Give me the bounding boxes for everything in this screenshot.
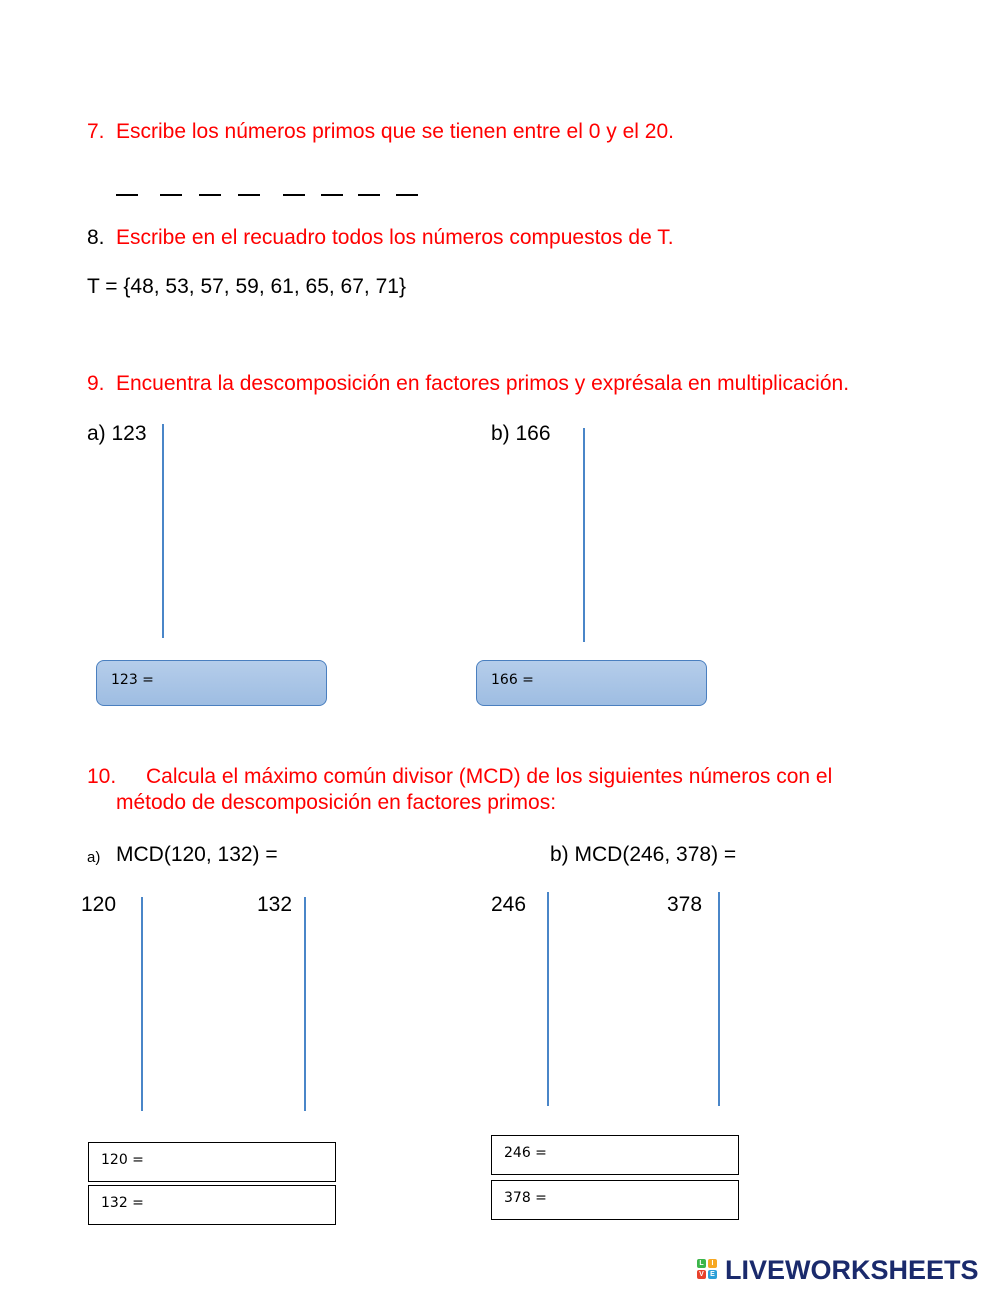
number-378: 378	[667, 893, 703, 916]
answer-blank[interactable]	[283, 194, 305, 196]
answer-blank[interactable]	[396, 194, 418, 196]
logo-square-l: L	[697, 1259, 706, 1268]
answer-blank[interactable]	[199, 194, 221, 196]
q10-line1: Calcula el máximo común divisor (MCD) de los siguientes números con el	[146, 765, 833, 788]
answer-box-378[interactable]	[491, 1180, 739, 1220]
answer-blank[interactable]	[160, 194, 182, 196]
answer-box-166[interactable]	[476, 660, 707, 706]
number-120: 120	[81, 893, 117, 916]
q8-set: T = {48, 53, 57, 59, 61, 65, 67, 71}	[87, 275, 406, 298]
q7-number: 7.	[87, 120, 105, 143]
answer-box-label: 378 =	[504, 1190, 547, 1206]
logo-square-i: I	[708, 1259, 717, 1268]
answer-box-123[interactable]	[96, 660, 327, 706]
answer-box-label: 120 =	[101, 1152, 144, 1168]
q9-a-label: a) 123	[87, 422, 147, 445]
q9-number: 9.	[87, 372, 105, 395]
factor-line	[583, 428, 585, 642]
q10-a-expr: MCD(120, 132) =	[116, 843, 278, 866]
logo-square-e: E	[708, 1270, 717, 1279]
answer-box-label: 132 =	[101, 1195, 144, 1211]
number-246: 246	[491, 893, 527, 916]
logo-text: LIVEWORKSHEETS	[725, 1255, 979, 1285]
q9-b-label: b) 166	[491, 422, 551, 445]
answer-blank[interactable]	[238, 194, 260, 196]
q7-text: Escribe los números primos que se tienen entre el 0 y el 20.	[116, 120, 674, 143]
number-132: 132	[257, 893, 293, 916]
q10-number: 10.	[87, 765, 117, 788]
factor-line	[304, 897, 306, 1111]
q8-number: 8.	[87, 226, 105, 249]
answer-blank[interactable]	[321, 194, 343, 196]
answer-box-label: 246 =	[504, 1145, 547, 1161]
factor-line	[141, 897, 143, 1111]
answer-box-120[interactable]	[88, 1142, 336, 1182]
answer-box-label: 123 =	[111, 672, 154, 688]
logo-square-v: V	[697, 1270, 706, 1279]
q9-text: Encuentra la descomposición en factores primos y exprésala en multiplicación.	[116, 372, 850, 395]
answer-blank[interactable]	[116, 194, 138, 196]
answer-box-132[interactable]	[88, 1185, 336, 1225]
answer-blank[interactable]	[358, 194, 380, 196]
answer-box-label: 166 =	[491, 672, 534, 688]
factor-line	[547, 892, 549, 1106]
factor-line	[162, 424, 164, 638]
factor-line	[718, 892, 720, 1106]
q10-b-expr: b) MCD(246, 378) =	[550, 843, 737, 866]
answer-box-246[interactable]	[491, 1135, 739, 1175]
q10-line2: método de descomposición en factores primos:	[116, 791, 557, 814]
q10-a-prefix: a)	[87, 849, 101, 866]
q8-text: Escribe en el recuadro todos los números compuestos de T.	[116, 226, 674, 249]
